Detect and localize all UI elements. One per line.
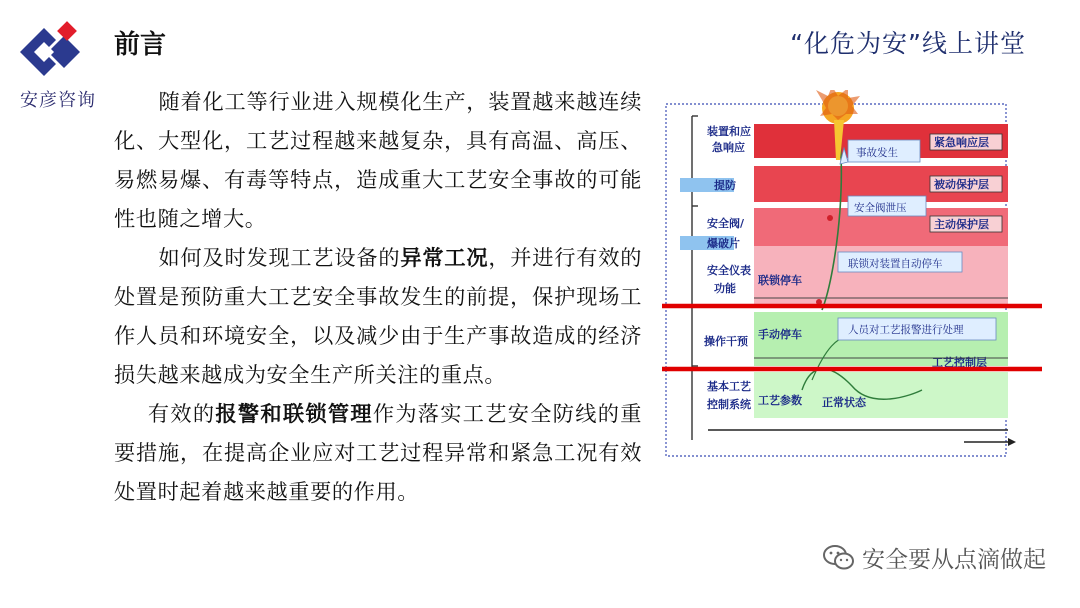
paragraph-2-emphasis: 异常工况 [400, 245, 489, 270]
label-device-response-1: 装置和应 [707, 125, 751, 138]
process-params-label: 工艺参数 [758, 394, 802, 407]
label-relief-1: 安全阀/ [707, 217, 745, 230]
label-levee: 提防 [714, 179, 736, 192]
paragraph-1 [114, 82, 642, 238]
paragraph-1-text: 随着化工等行业进入规模化生产，装置越来越连续化、大型化，工艺过程越来越复杂，具有高温、高压、易燃易爆、有毒等特点，造成重大工艺安全事故的可能性也随之增大。 [114, 89, 642, 231]
page-subtitle: “化危为安”线上讲堂 [790, 29, 1026, 58]
layer-process-control: 工艺控制层 [932, 356, 987, 369]
label-sif-1: 安全仪表 [707, 264, 751, 277]
label-sif-2: 功能 [714, 282, 736, 295]
protection-layers-diagram [662, 90, 1042, 462]
paragraph-3-text-a: 有效的 [147, 401, 216, 426]
callout-auto-stop: 联锁对装置自动停车 [848, 258, 943, 270]
paragraph-2-text-b: ，并进行有效的处置是预防重大工艺安全事故发生的前提，保护现场工作人员和环境安全，以及减少由于生产事故造成的经济损失越来越成为安全生产所关注的重点。 [114, 245, 643, 387]
layer-emergency: 紧急响应层 [934, 136, 989, 149]
label-bpcs-2: 控制系统 [707, 398, 751, 411]
callout-accident: 事故发生 [856, 147, 898, 159]
logo-text: 安彦咨询 [20, 90, 96, 111]
label-operator: 操作干预 [704, 335, 748, 348]
label-bpcs-1: 基本工艺 [707, 380, 751, 393]
watermark [822, 541, 1046, 574]
normal-state-label: 正常状态 [822, 396, 866, 409]
paragraph-3-text-b: 作为落实工艺安全防线的重要措施，在提高企业应对工艺过程异常和紧急工况有效处置时起着越来越重要的作用。 [114, 401, 643, 504]
callout-operator: 人员对工艺报警进行处理 [848, 324, 964, 336]
layer-passive: 被动保护层 [934, 178, 989, 191]
company-logo-icon [14, 12, 94, 92]
label-relief-2: 爆破片 [707, 237, 740, 250]
paragraph-3 [114, 394, 642, 511]
label-device-response-2: 急响应 [712, 141, 745, 154]
intro-text [114, 82, 642, 511]
paragraph-2 [114, 238, 642, 394]
paragraph-2-text-a: 如何及时发现工艺设备的 [158, 245, 401, 270]
watermark-text: 安全要从点滴做起 [862, 547, 1046, 573]
manual-stop-label: 手动停车 [758, 328, 802, 341]
paragraph-3-emphasis: 报警和联锁管理 [215, 401, 373, 426]
page-title: 前言 [114, 30, 167, 60]
callout-relief: 安全阀泄压 [854, 202, 907, 214]
wechat-icon [822, 543, 856, 573]
layer-active: 主动保护层 [934, 218, 989, 231]
interlock-stop-label: 联锁停车 [758, 274, 802, 287]
